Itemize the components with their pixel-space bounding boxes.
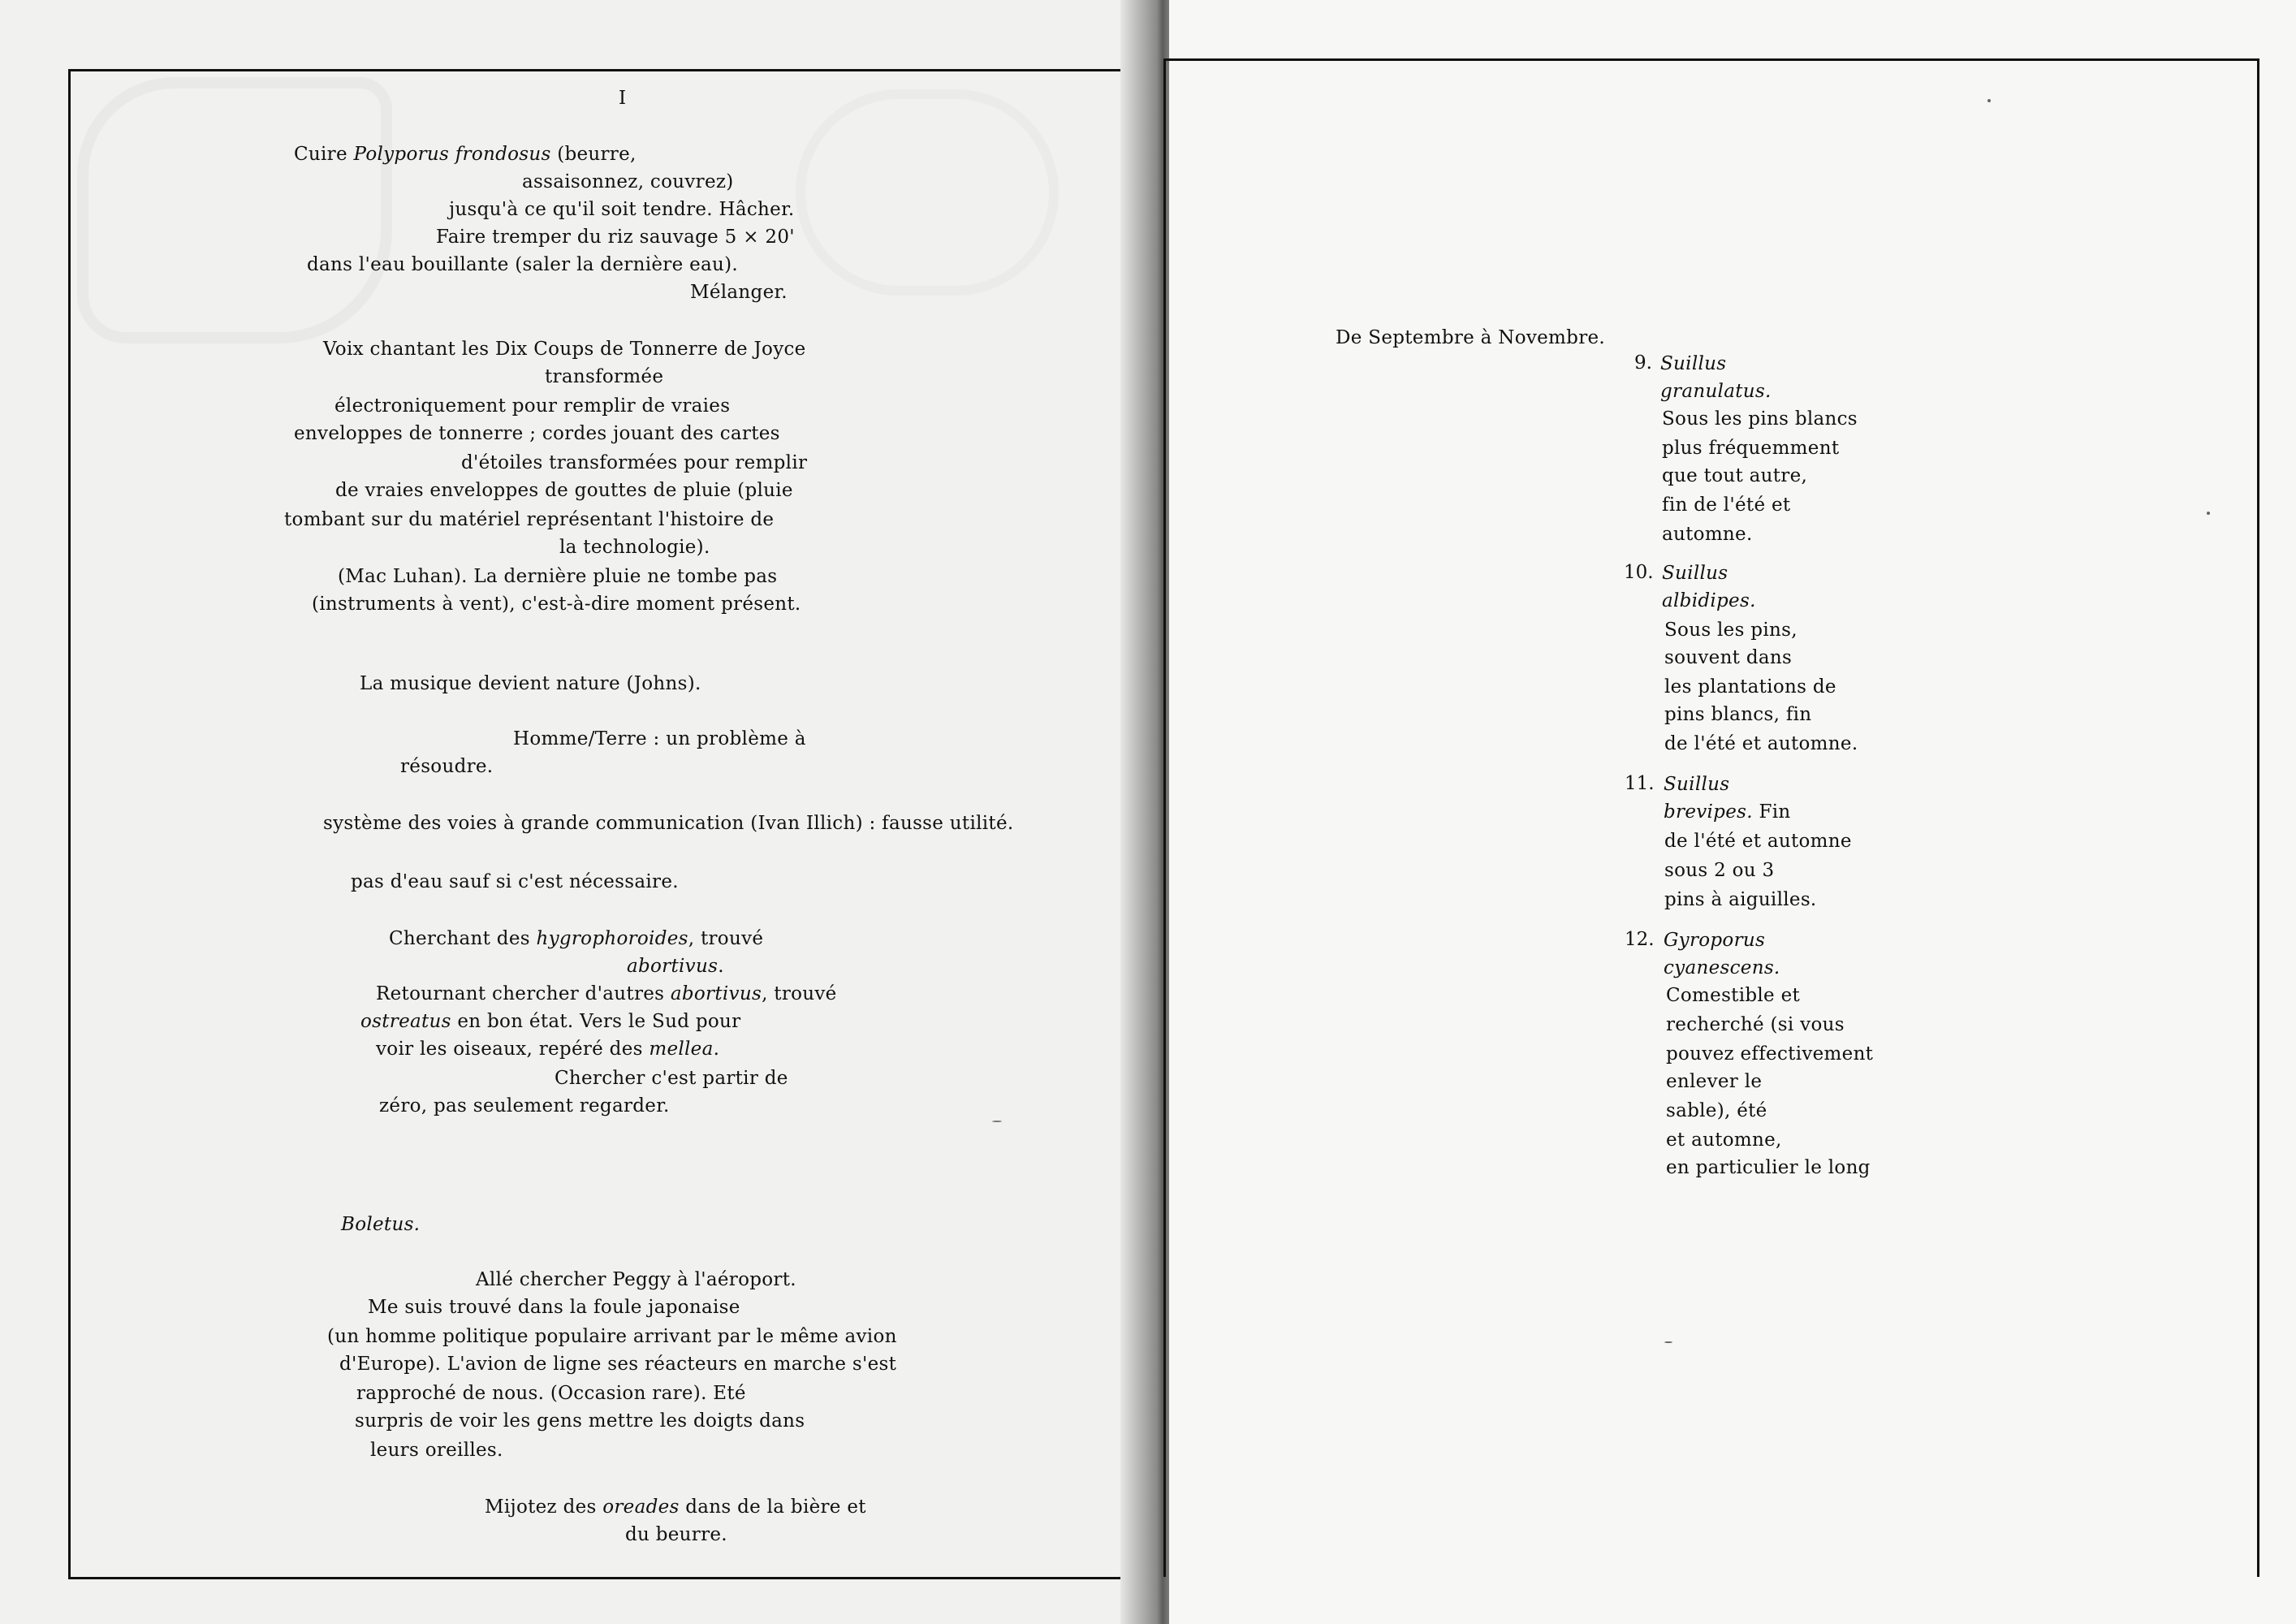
text: (beurre, bbox=[550, 144, 637, 165]
highways-line: système des voies à grande communication (Ivan Illich) : fausse utilité. bbox=[323, 813, 1014, 834]
search-line: zéro, pas seulement regarder. bbox=[379, 1095, 670, 1116]
species-desc: que tout autre, bbox=[1662, 465, 1808, 486]
species-desc: automne. bbox=[1662, 524, 1753, 545]
species-genus: Gyroporus bbox=[1664, 930, 1766, 951]
voices-line: Voix chantant les Dix Coups de Tonnerre de Joyce bbox=[323, 339, 806, 360]
voices-line: d'étoiles transformées pour remplir bbox=[461, 452, 808, 473]
airport-line: d'Europe). L'avion de ligne ses réacteurs en marche s'est bbox=[339, 1354, 897, 1375]
speck bbox=[1664, 1341, 1672, 1343]
airport-line: rapproché de nous. (Occasion rare). Eté bbox=[356, 1383, 746, 1404]
voices-line: tombant sur du matériel représentant l'histoire de bbox=[284, 509, 775, 530]
voices-line: de vraies enveloppes de gouttes de pluie (pluie bbox=[335, 480, 793, 501]
search-line bbox=[376, 1038, 719, 1060]
species-desc: recherché (si vous bbox=[1666, 1014, 1845, 1035]
species-desc: Sous les pins, bbox=[1664, 620, 1798, 641]
recipe-line bbox=[294, 143, 637, 166]
text: Cherchant des bbox=[389, 928, 537, 949]
text: voir les oiseaux, repéré des bbox=[376, 1039, 650, 1060]
speck bbox=[2207, 512, 2210, 515]
species-desc: Comestible et bbox=[1666, 985, 1801, 1006]
species-name: Polyporus frondosus bbox=[353, 144, 551, 165]
species-epithet: cyanescens. bbox=[1664, 957, 1780, 978]
text: Cuire bbox=[294, 144, 354, 165]
text: Retournant chercher d'autres bbox=[376, 983, 671, 1004]
voices-line: enveloppes de tonnerre ; cordes jouant des cartes bbox=[294, 423, 780, 444]
species-genus: Suillus bbox=[1662, 563, 1728, 584]
search-line bbox=[376, 983, 837, 1005]
music-nature: La musique devient nature (Johns). bbox=[360, 673, 701, 694]
voices-line: la technologie). bbox=[559, 537, 710, 558]
species-desc: pouvez effectivement bbox=[1666, 1043, 1874, 1065]
boletus-heading: Boletus. bbox=[341, 1214, 421, 1235]
species-name: abortivus bbox=[627, 956, 719, 977]
search-line bbox=[360, 1010, 740, 1033]
species-number: 9. bbox=[1634, 352, 1652, 374]
airport-line: Allé chercher Peggy à l'aéroport. bbox=[476, 1269, 796, 1290]
species-desc: sable), été bbox=[1666, 1100, 1767, 1121]
species-name: mellea bbox=[649, 1039, 714, 1060]
airport-line: (un homme politique populaire arrivant par le même avion bbox=[327, 1326, 897, 1347]
species-genus: Suillus bbox=[1664, 774, 1730, 795]
species-name: abortivus bbox=[670, 983, 762, 1004]
species-desc: pins à aiguilles. bbox=[1664, 889, 1817, 910]
species-desc: souvent dans bbox=[1664, 647, 1793, 668]
speck bbox=[992, 1121, 1002, 1122]
species-desc: et automne, bbox=[1666, 1129, 1782, 1151]
species-number: 11. bbox=[1625, 773, 1655, 794]
voices-line: (instruments à vent), c'est-à-dire moment présent. bbox=[312, 594, 801, 615]
simmer-line bbox=[485, 1496, 866, 1518]
speck bbox=[1987, 99, 1991, 102]
species-epithet: granulatus. bbox=[1660, 381, 1772, 402]
airport-line: surpris de voir les gens mettre les doigts dans bbox=[355, 1410, 805, 1432]
species-epithet: brevipes. bbox=[1664, 801, 1753, 823]
simmer-line: du beurre. bbox=[625, 1524, 727, 1545]
text: , trouvé bbox=[688, 928, 764, 949]
species-name: oreades bbox=[602, 1497, 680, 1518]
text: en bon état. Vers le Sud pour bbox=[451, 1011, 741, 1032]
species-name: hygrophoroides bbox=[536, 928, 688, 949]
voices-line: électroniquement pour remplir de vraies bbox=[334, 395, 731, 417]
species-desc: les plantations de bbox=[1664, 676, 1836, 698]
water-line: pas d'eau sauf si c'est nécessaire. bbox=[351, 871, 679, 892]
species-desc: de l'été et automne bbox=[1664, 831, 1852, 852]
recipe-line: jusqu'à ce qu'il soit tendre. Hâcher. bbox=[449, 199, 795, 220]
species-genus: Suillus bbox=[1660, 353, 1727, 374]
page-number: I bbox=[619, 88, 627, 109]
species-name: ostreatus bbox=[360, 1011, 451, 1032]
species-desc: de l'été et automne. bbox=[1664, 733, 1858, 754]
species-number: 12. bbox=[1625, 929, 1655, 950]
airport-line: Me suis trouvé dans la foule japonaise bbox=[368, 1297, 740, 1318]
text: . bbox=[718, 956, 724, 977]
species-desc: pins blancs, fin bbox=[1664, 704, 1812, 725]
text: dans de la bière et bbox=[679, 1497, 866, 1518]
species-desc: enlever le bbox=[1666, 1071, 1763, 1092]
season-heading: De Septembre à Novembre. bbox=[1336, 327, 1606, 348]
airport-line: leurs oreilles. bbox=[370, 1440, 503, 1461]
man-earth-line: Homme/Terre : un problème à bbox=[513, 728, 806, 749]
species-number: 10. bbox=[1624, 562, 1654, 583]
text: . bbox=[713, 1039, 720, 1060]
recipe-line: dans l'eau bouillante (saler la dernière eau). bbox=[307, 254, 739, 275]
text: , trouvé bbox=[762, 983, 837, 1004]
search-line: Chercher c'est partir de bbox=[555, 1068, 788, 1089]
text: Fin bbox=[1752, 801, 1791, 823]
search-line bbox=[389, 927, 763, 950]
species-desc: plus fréquemment bbox=[1662, 438, 1840, 459]
voices-line: transformée bbox=[545, 366, 664, 387]
species-desc: sous 2 ou 3 bbox=[1664, 860, 1775, 881]
search-line bbox=[627, 955, 724, 978]
voices-line: (Mac Luhan). La dernière pluie ne tombe pas bbox=[338, 566, 778, 587]
man-earth-line: résoudre. bbox=[400, 756, 494, 777]
species-desc: en particulier le long bbox=[1666, 1157, 1871, 1178]
species-epithet: albidipes. bbox=[1662, 590, 1756, 611]
text: Mijotez des bbox=[485, 1497, 603, 1518]
recipe-line: Mélanger. bbox=[690, 282, 788, 303]
species-desc: fin de l'été et bbox=[1662, 495, 1791, 516]
species-desc: Sous les pins blancs bbox=[1662, 408, 1858, 430]
species-epithet-line bbox=[1664, 801, 1790, 823]
recipe-line: assaisonnez, couvrez) bbox=[522, 171, 734, 192]
recipe-line: Faire tremper du riz sauvage 5 × 20' bbox=[436, 227, 795, 248]
